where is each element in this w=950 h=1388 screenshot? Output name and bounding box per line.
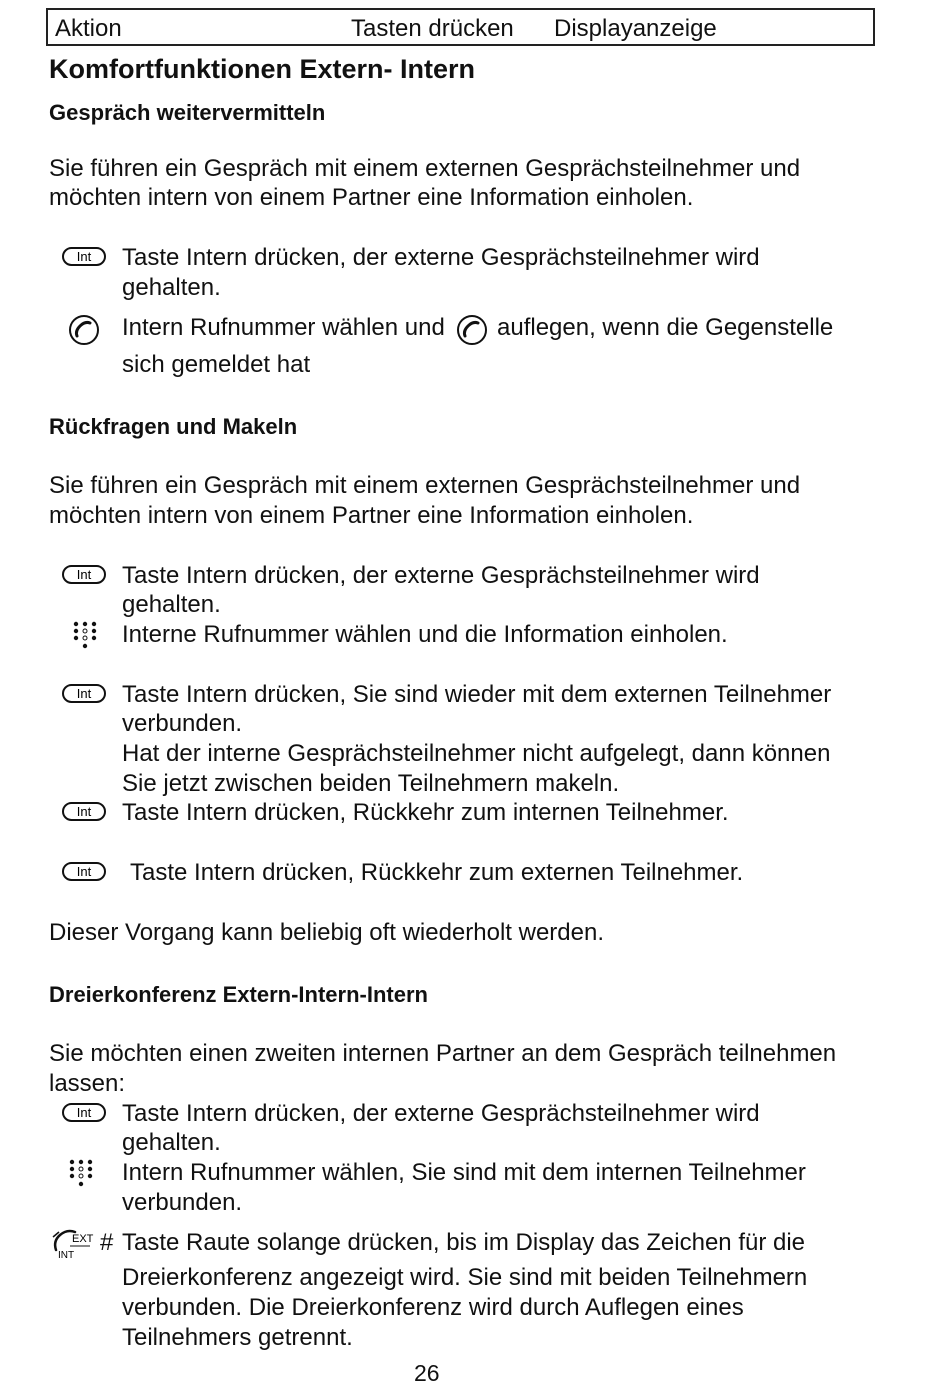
int-key-icon	[62, 862, 106, 882]
keypad-icon	[68, 1158, 94, 1188]
s3-c-line4: Teilnehmers getrennt.	[122, 1324, 353, 1351]
s2-a-line2: gehalten.	[122, 591, 221, 618]
s3-intro-line2: lassen:	[49, 1070, 126, 1097]
s3-a-line1: Taste Intern drücken, der externe Gesprächsteilnehmer wird	[122, 1100, 760, 1127]
page-number: 26	[414, 1360, 440, 1386]
s2-b-line1: Taste Intern drücken, Sie sind wieder mit dem externen Teilnehmer	[122, 681, 832, 708]
int-key-icon	[62, 684, 106, 704]
svg-text:EXT: EXT	[72, 1233, 94, 1245]
s1-intro-line1: Sie führen ein Gespräch mit einem externen Gesprächsteilnehmer und	[49, 155, 801, 182]
svg-text:INT: INT	[58, 1250, 75, 1260]
svg-text:Int: Int	[76, 864, 92, 879]
s2-intro-line2: möchten intern von einem Partner eine Information einholen.	[49, 502, 694, 529]
s1-step2-line1b: auflegen, wenn die Gegenstelle	[497, 314, 834, 341]
header-aktion: Aktion	[55, 15, 122, 42]
s3-b-line2: verbunden.	[122, 1189, 243, 1216]
ext-int-toggle-icon	[50, 1226, 94, 1260]
page-title: Komfortfunktionen Extern- Intern	[49, 54, 475, 84]
s2-b-line2: verbunden.	[122, 710, 243, 737]
section-heading-rueckfragen: Rückfragen und Makeln	[49, 414, 298, 439]
header-display: Displayanzeige	[554, 15, 717, 42]
s3-intro-line1: Sie möchten einen zweiten internen Partner an dem Gespräch teilnehmen	[49, 1040, 837, 1067]
handset-icon	[456, 314, 488, 346]
keypad-icon	[72, 620, 98, 650]
s3-a-line2: gehalten.	[122, 1129, 221, 1156]
s2-a-line3: Interne Rufnummer wählen und die Information einholen.	[122, 621, 728, 648]
s3-b-line1: Intern Rufnummer wählen, Sie sind mit dem internen Teilnehmer	[122, 1159, 806, 1186]
column-header-box	[46, 8, 875, 46]
s3-c-line3: verbunden. Die Dreierkonferenz wird durch Auflegen eines	[122, 1294, 744, 1321]
s1-step2-line2: sich gemeldet hat	[122, 351, 311, 378]
s1-intro-line2: möchten intern von einem Partner eine Information einholen.	[49, 184, 694, 211]
section-heading-dreierkonferenz: Dreierkonferenz Extern-Intern-Intern	[49, 982, 428, 1007]
int-key-icon	[62, 802, 106, 822]
s2-b-line3: Hat der interne Gesprächsteilnehmer nicht aufgelegt, dann können	[122, 740, 831, 767]
svg-text:Int: Int	[76, 686, 92, 701]
s1-step2-line1a: Intern Rufnummer wählen und	[122, 314, 445, 341]
s1-step1-line1: Taste Intern drücken, der externe Gesprächsteilnehmer wird	[122, 244, 760, 271]
svg-text:Int: Int	[76, 567, 92, 582]
s3-c-line1: Taste Raute solange drücken, bis im Display das Zeichen für die	[122, 1229, 806, 1256]
svg-text:Int: Int	[76, 249, 92, 264]
s3-c-line2: Dreierkonferenz angezeigt wird. Sie sind mit beiden Teilnehmern	[122, 1264, 808, 1291]
section-heading-weitervermitteln: Gespräch weitervermitteln	[49, 100, 326, 125]
int-key-icon	[62, 247, 106, 267]
hash-key-symbol: #	[100, 1229, 114, 1256]
s2-intro-line1: Sie führen ein Gespräch mit einem externen Gesprächsteilnehmer und	[49, 472, 801, 499]
s2-b-line4: Sie jetzt zwischen beiden Teilnehmern makeln.	[122, 770, 620, 797]
s2-a-line1: Taste Intern drücken, der externe Gesprächsteilnehmer wird	[122, 562, 760, 589]
int-key-icon	[62, 565, 106, 585]
int-key-icon	[62, 1103, 106, 1123]
s2-repeat-note: Dieser Vorgang kann beliebig oft wiederholt werden.	[49, 919, 605, 946]
svg-text:Int: Int	[76, 1105, 92, 1120]
s2-c-line1: Taste Intern drücken, Rückkehr zum internen Teilnehmer.	[122, 799, 729, 826]
svg-text:Int: Int	[76, 804, 92, 819]
s1-step1-line2: gehalten.	[122, 274, 221, 301]
header-tasten: Tasten drücken	[351, 15, 514, 42]
handset-icon	[68, 314, 100, 346]
s2-d-line1: Taste Intern drücken, Rückkehr zum externen Teilnehmer.	[130, 859, 744, 886]
